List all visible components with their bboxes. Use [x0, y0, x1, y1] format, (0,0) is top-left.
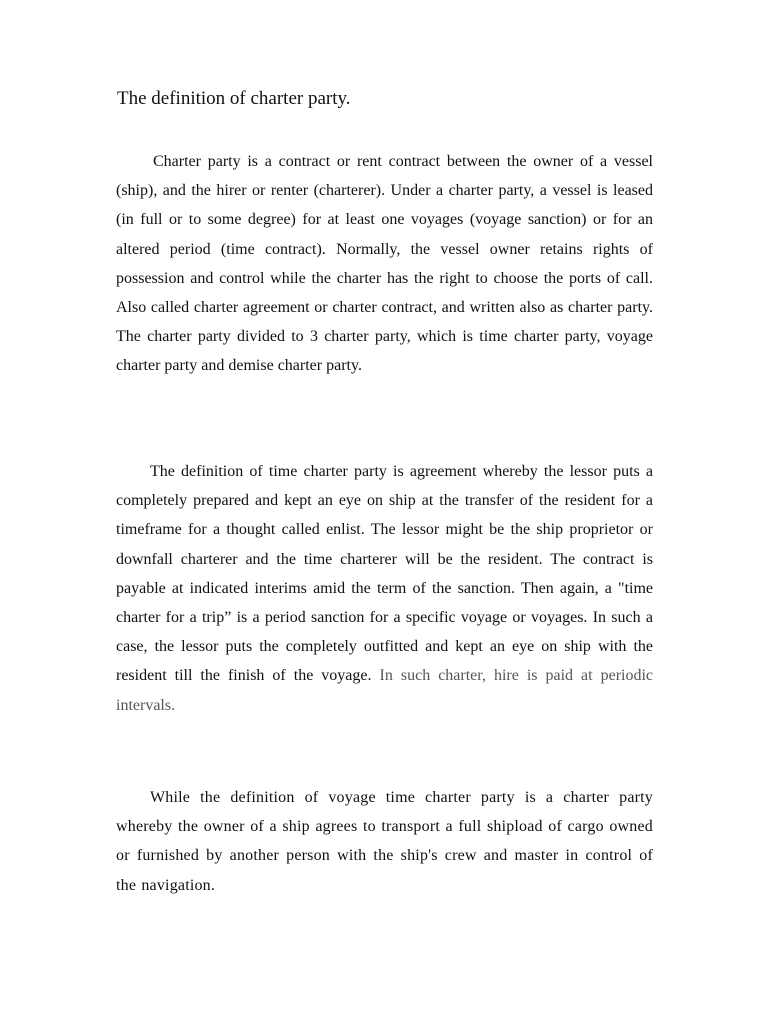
paragraph-charter-party-definition: Charter party is a contract or rent contract between the owner of a vessel (ship), and the hirer or renter (charterer). Under a charter party, a vessel is leased (in full or to some degree) for at least one voyages (voyage sanction) or for an altered period (time contract). Normally, the vessel owner retains rights of possession and control while the charter has the right to choose the ports of call. Also called charter agreement or charter contract, and written also as charter party. The charter party divided to 3 charter party, which is time charter party, voyage charter party and demise charter party. [116, 153, 653, 375]
document-title: The definition of charter party. [117, 88, 351, 109]
paragraph-time-charter-main-text: The definition of time charter party is agreement whereby the lessor puts a completely prepared and kept an eye on ship at the transfer of the resident for a timeframe for a thought called enlist. The lessor might be the ship proprietor or downfall charterer and the time charterer will be the resident. The contract is payable at indicated interims amid the term of the sanction. Then again, a "time charter for a trip” is a period sanction for a specific voyage or voyages. In such a case, the lessor puts the completely outfitted and kept an eye on ship with the resident till the finish of the voyage. [116, 463, 653, 685]
paragraph-time-charter-party [116, 457, 653, 720]
paragraph-time-charter-tail-text: In such charter, hire is paid at periodic intervals. [116, 667, 654, 714]
paragraph-voyage-charter-party: While the definition of voyage time charter party is a charter party whereby the owner of a ship agrees to transport a full shipload of cargo owned or furnished by another person with the ship's crew and master in control of the navigation. [116, 789, 653, 894]
